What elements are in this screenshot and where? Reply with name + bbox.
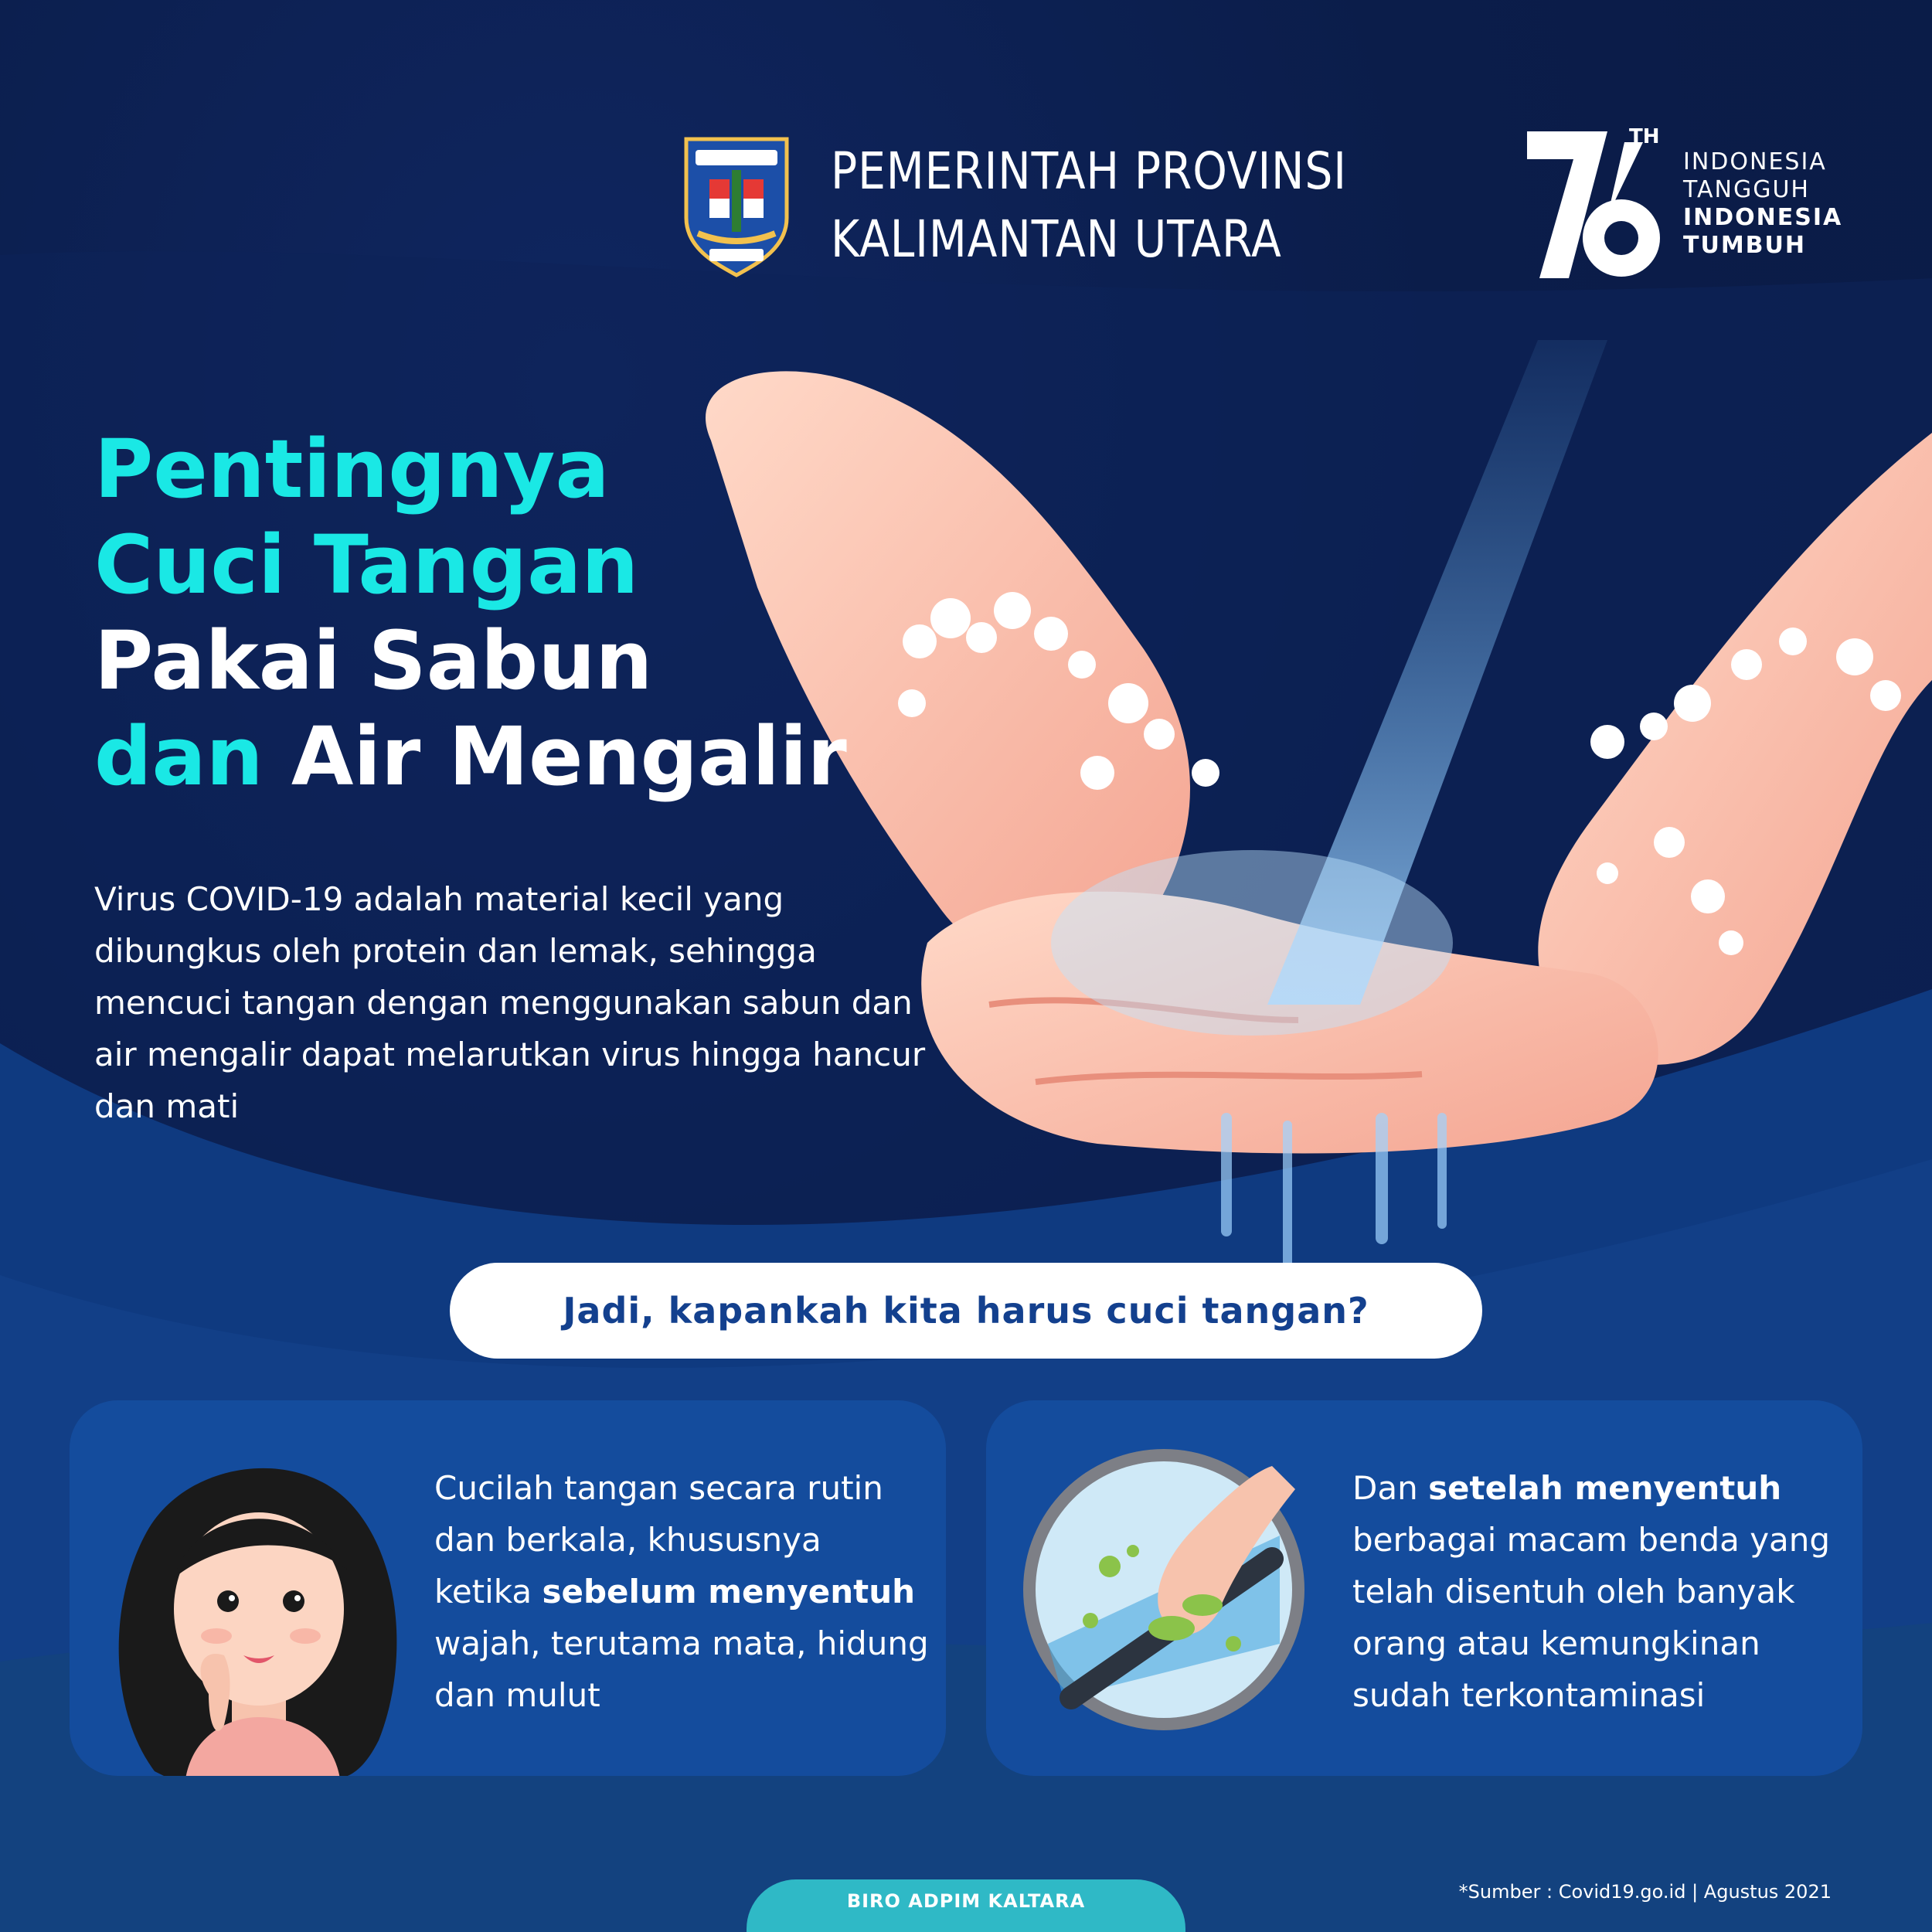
card2-text-bold: setelah menyentuh xyxy=(1428,1469,1782,1507)
washing-hands-illustration xyxy=(665,340,1932,1283)
tagline-line4: TUMBUH xyxy=(1683,232,1807,259)
tagline-line1: INDONESIA xyxy=(1683,148,1827,175)
gov-line2: KALIMANTAN UTARA xyxy=(831,209,1282,269)
tagline-line2: TANGGUH xyxy=(1683,176,1810,203)
government-title xyxy=(831,138,1347,274)
card1-text-b: wajah, terutama mata, hidung dan mulut xyxy=(434,1624,929,1714)
question-banner: Jadi, kapankah kita harus cuci tangan? xyxy=(450,1263,1482,1359)
card-after-touching xyxy=(986,1400,1862,1776)
headline-line4 xyxy=(94,709,847,804)
woman-touching-face-illustration xyxy=(100,1416,425,1776)
hand-on-contaminated-rail-illustration xyxy=(1017,1443,1311,1736)
intro-paragraph: Virus COVID-19 adalah material kecil yang dibungkus oleh protein dan lemak, sehingga mencuci tangan dengan menggunakan sabun dan air mengalir dapat melarutkan virus hingga hancur dan mati xyxy=(94,880,926,1125)
headline-line2: Cuci Tangan xyxy=(94,518,639,612)
card2-text xyxy=(1352,1462,1855,1721)
card2-text-a: Dan xyxy=(1352,1469,1429,1507)
card2-text-b: berbagai macam benda yang telah disentuh oleh banyak orang atau kemungkinan sudah terkontaminasi xyxy=(1352,1521,1831,1714)
gov-line1: PEMERINTAH PROVINSI xyxy=(831,141,1347,201)
card-before-touching xyxy=(70,1400,946,1776)
card1-text-a: Cucilah tangan secara rutin dan berkala, khususnya ketika xyxy=(434,1469,883,1611)
headline-line4-b: Air Mengalir xyxy=(291,709,847,804)
anniversary-suffix: TH xyxy=(1629,125,1660,148)
headline-line3: Pakai Sabun xyxy=(94,614,653,708)
tagline-line3: INDONESIA xyxy=(1683,204,1843,231)
anniversary-tagline xyxy=(1683,148,1842,260)
province-emblem xyxy=(679,133,794,278)
source-note: *Sumber : Covid19.go.id | Agustus 2021 xyxy=(1458,1881,1832,1903)
headline xyxy=(94,421,847,804)
footer-label: BIRO ADPIM KALTARA xyxy=(846,1890,1086,1912)
card1-text xyxy=(434,1462,929,1721)
headline-line4-a: dan xyxy=(94,709,264,804)
card1-text-bold: sebelum menyentuh xyxy=(542,1573,915,1611)
headline-line1: Pentingnya xyxy=(94,422,610,516)
